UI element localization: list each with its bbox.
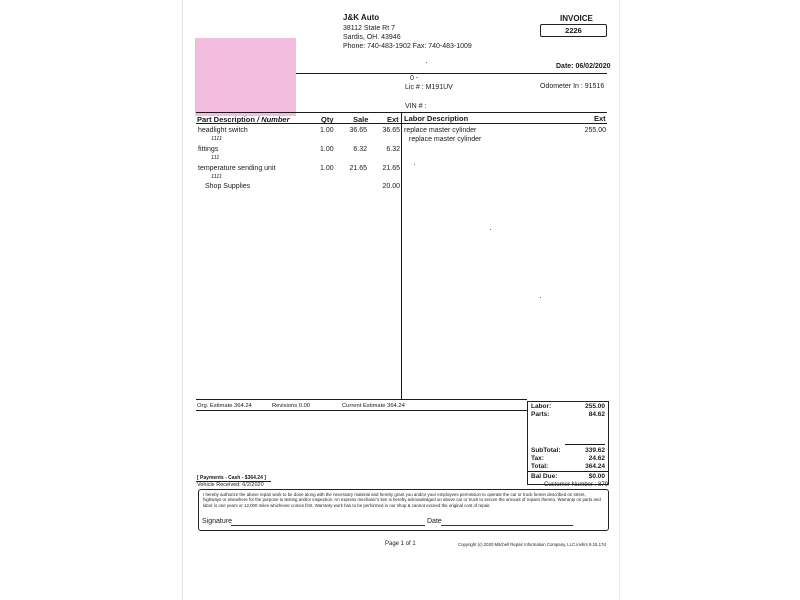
scan-speck — [414, 164, 415, 165]
part-description-header — [197, 115, 290, 124]
vin-label: VIN # : — [405, 103, 427, 110]
labor-line-1: replace master cylinder — [404, 127, 477, 134]
part-desc-2: temperature sending unit — [198, 165, 276, 172]
qty-header: Qty — [321, 115, 334, 124]
subtotal-rule — [565, 444, 605, 445]
redacted-logo-area — [195, 38, 296, 116]
labor-ext: 255.00 — [584, 127, 606, 134]
license-number: Lic # : M191UV — [405, 84, 453, 91]
tax-label: Tax: — [531, 455, 544, 462]
part-number-0: 1111 — [211, 136, 223, 142]
part-desc-1: fittings — [198, 146, 219, 153]
part-desc-0: headlight switch — [198, 127, 248, 134]
part-ext-0: 36.65 — [382, 127, 400, 134]
signature-label: Signature — [202, 518, 232, 525]
part-desc-header-label: Part Description — [197, 115, 255, 124]
labor-ext-header: Ext — [594, 114, 606, 123]
subtotal-label: SubTotal: — [531, 447, 561, 454]
invoice-number: 2226 — [540, 24, 607, 37]
signature-date-line[interactable] — [441, 525, 573, 526]
part-qty-0: 1.00 — [320, 127, 334, 134]
part-number-2: 1111 — [211, 174, 223, 180]
sale-header: Sale — [353, 115, 369, 124]
signature-date-label: Date — [427, 518, 442, 525]
tax-value: 24.62 — [588, 455, 605, 462]
company-phone-fax: Phone: 740-483-1902 Fax: 740-483-1009 — [343, 43, 472, 50]
total-value: 364.24 — [585, 463, 605, 470]
header-rule — [296, 73, 607, 74]
ext-header: Ext — [387, 115, 399, 124]
part-qty-1: 1.00 — [320, 146, 334, 153]
labor-line-2: replace master cylinder — [409, 136, 482, 143]
labor-description-header: Labor Description — [404, 114, 469, 123]
page-number: Page 1 of 1 — [385, 541, 416, 547]
total-label: Total: — [531, 463, 549, 470]
part-ext-2: 21.65 — [382, 165, 400, 172]
table-divider — [401, 112, 402, 399]
parts-total-label: Parts: — [531, 411, 550, 418]
subtotal-value: 339.62 — [585, 447, 605, 454]
shop-supplies-ext: 20.00 — [382, 183, 400, 190]
scan-speck — [540, 297, 541, 298]
scan-speck — [490, 229, 491, 230]
part-ext-1: 6.32 — [386, 146, 400, 153]
balance-due-label: Bal Due: — [531, 473, 558, 480]
part-sale-1: 6.32 — [353, 146, 367, 153]
part-qty-2: 1.00 — [320, 165, 334, 172]
signature-line[interactable] — [231, 525, 425, 526]
current-estimate: Current Estimate 364.24 — [342, 403, 405, 409]
part-sale-0: 36.65 — [349, 127, 367, 134]
estimate-rule-bottom — [196, 410, 527, 411]
invoice-date: Date: 06/02/2020 — [556, 63, 611, 70]
copyright: Copyright (c) 2020 Mitchell Repair Information Company, LLC invhrs 9.15.17d — [458, 542, 606, 547]
original-estimate: Org. Estimate 364.24 — [197, 403, 252, 409]
vehicle-received: Vehicle Received: 6/2/2020 — [197, 482, 264, 488]
company-city: Sardis, OH. 43946 — [343, 34, 401, 41]
part-number-header-label: / Number — [254, 115, 290, 124]
payments-line: [ Payments - Cash - $364.24 ] — [197, 475, 266, 481]
estimate-rule-top — [196, 399, 527, 400]
vehicle-zero-line: 0 - — [410, 75, 419, 82]
parts-total-value: 84.62 — [588, 411, 605, 418]
baldue-rule — [527, 471, 608, 472]
part-sale-2: 21.65 — [349, 165, 367, 172]
labor-total-value: 255.00 — [585, 403, 605, 410]
company-name: J&K Auto — [343, 13, 380, 22]
balance-due-value: $0.00 — [588, 473, 605, 480]
part-number-1: 111 — [211, 155, 220, 161]
customer-number: Customer Number : 879 — [544, 482, 609, 488]
labor-total-label: Labor: — [531, 403, 552, 410]
odometer-in: Odometer In : 91516 — [540, 83, 605, 90]
company-street: 38112 State Rt 7 — [343, 25, 396, 32]
authorization-text: I hereby authorize the above repair work to be done along with the necessary material and hereby grant you and/or your employees permission to operate the car or truck herein described on street, highways or elsewhere for the purpose to testing and/or inspection. An express mechanic's lien is hereby acknowledged on above car or truck to secure the amount of repairs thereto. Warranty on parts and labor is one years or 12,000 miles whichever comes first. Warranty work has to be performed in our shop & cannot exceed the original cost of repair. — [203, 492, 601, 508]
invoice-title: INVOICE — [560, 14, 593, 23]
scan-speck — [426, 62, 427, 63]
shop-supplies-label: Shop Supplies — [205, 183, 251, 190]
revisions: Revisions 0.00 — [272, 403, 311, 409]
